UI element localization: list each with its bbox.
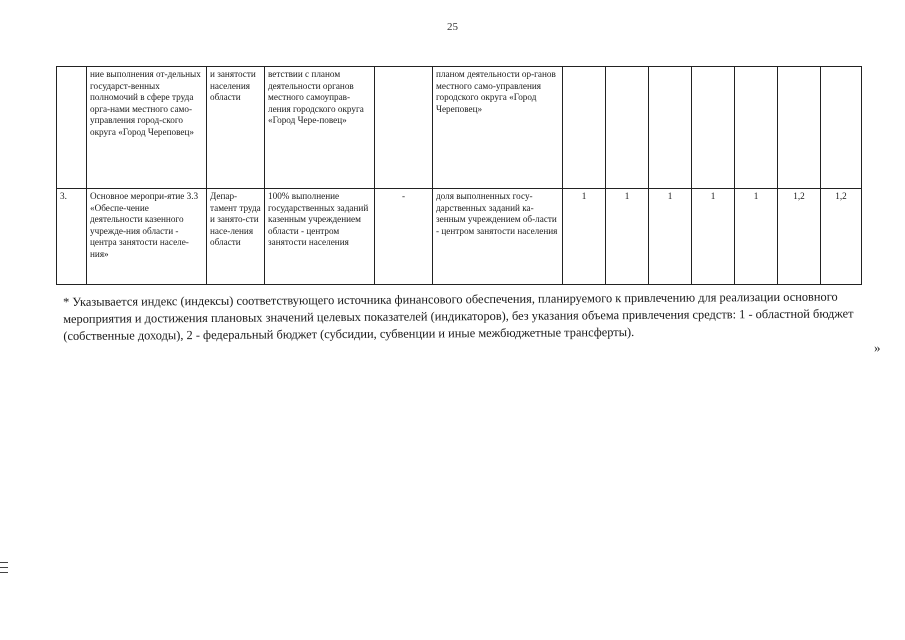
- cell-value: 1: [692, 189, 735, 285]
- cell-indicator: планом деятельности ор-ганов местного само-управления городского округа «Город Череповец»: [433, 67, 563, 189]
- cell-value: 1,2: [778, 189, 821, 285]
- cell-value: 1: [649, 189, 692, 285]
- cell-executor: и занятости населения области: [207, 67, 265, 189]
- cell-value: [778, 67, 821, 189]
- cell-value: [563, 67, 606, 189]
- cell-value: [821, 67, 862, 189]
- cell-value: 1: [735, 189, 778, 285]
- cell-value: [649, 67, 692, 189]
- cell-number: 3.: [57, 189, 87, 285]
- margin-line: [0, 572, 8, 573]
- cell-value: 1: [606, 189, 649, 285]
- margin-line: [0, 567, 8, 568]
- margin-line: [0, 562, 8, 563]
- cell-value: [606, 67, 649, 189]
- page-number: 25: [447, 21, 458, 33]
- cell-value: 1: [563, 189, 606, 285]
- cell-value: [692, 67, 735, 189]
- table-row: [57, 67, 862, 189]
- cell-indicator: доля выполненных госу-дарственных заданий ка-зенным учреждением об-ласти - центром занятости населения: [433, 189, 563, 285]
- closing-quote: »: [874, 340, 881, 355]
- cell-executor: Депар-тамент труда и занято-сти насе-ления области: [207, 189, 265, 285]
- footnote: * Указывается индекс (индексы) соответствующего источника финансового обеспечения, планируемого к привлечению для реализации основного мероприятия и достижения плановых значений целевых показателей (индикаторов), без указания объема привлечения средств: 1 - областной бюджет (собственные доходы), 2 - федеральный бюджет (субсидии, субвенции и иные межбюджетные трансферты).: [63, 289, 854, 343]
- table-row: [57, 189, 862, 285]
- cell-source: -: [375, 189, 433, 285]
- margin-scan-mark: [0, 562, 8, 582]
- cell-source: [375, 67, 433, 189]
- cell-result: 100% выполнение государственных заданий казенным учреждением области - центром занятости населения: [265, 189, 375, 285]
- cell-value: 1,2: [821, 189, 862, 285]
- cell-number: [57, 67, 87, 189]
- program-table: [56, 66, 862, 285]
- cell-activity: ние выполнения от-дельных государст-венных полномочий в сфере труда орга-нами местного само-управления город-ского округа «Город Череповец»: [87, 67, 207, 189]
- cell-activity: Основное меропри-ятие 3.3 «Обеспе-чение деятельности казенного учрежде-ния области - центра занятости населе-ния»: [87, 189, 207, 285]
- cell-value: [735, 67, 778, 189]
- cell-result: ветствии с планом деятельности органов местного самоуправ-ления городского округа «Город Чере-повец»: [265, 67, 375, 189]
